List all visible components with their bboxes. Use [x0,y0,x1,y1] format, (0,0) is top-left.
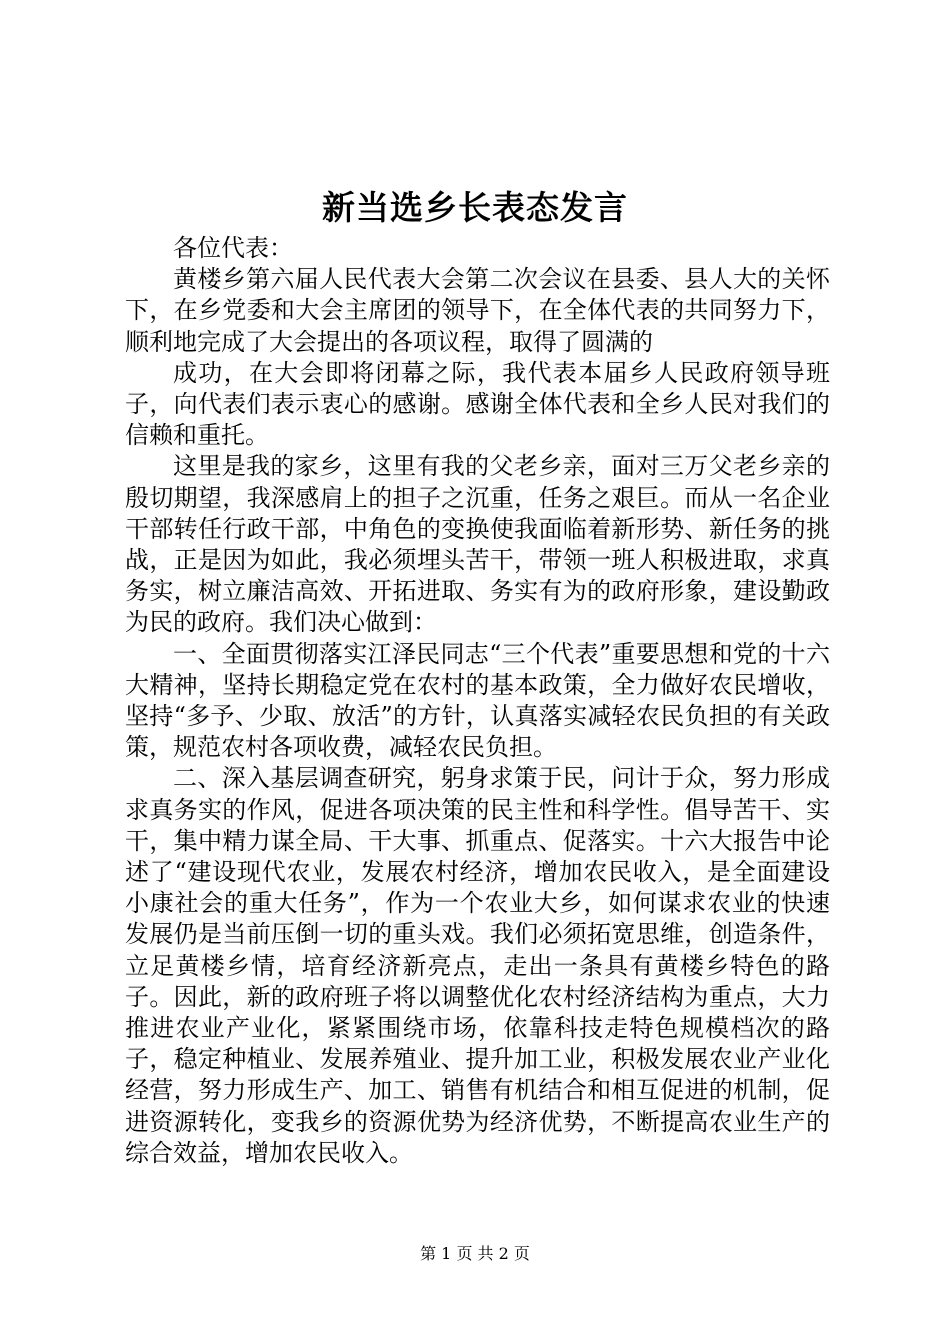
body-paragraph: 二、深入基层调查研究，躬身求策于民，问计于众，努力形成求真务实的作风，促进各项决策的民主性和科学性。倡导苦干、实干，集中精力谋全局、干大事、抓重点、促落实。十六大报告中论述了“建设现代农业，发展农村经济，增加农民收入，是全面建设小康社会的重大任务”，作为一个农业大乡，如何谋求农业的快速发展仍是当前压倒一切的重头戏。我们必须拓宽思维，创造条件，立足黄楼乡情，培育经济新亮点，走出一条具有黄楼乡特色的路子。因此，新的政府班子将以调整优化农村经济结构为重点，大力推进农业产业化，紧紧围绕市场，依靠科技走特色规模档次的路子，稳定种植业、发展养殖业、提升加工业，积极发展农业产业化经营，努力形成生产、加工、销售有机结合和相互促进的机制，促进资源转化，变我乡的资源优势为经济优势，不断提高农业生产的综合效益，增加农民收入。 [125,764,830,1167]
body-paragraph: 黄楼乡第六届人民代表大会第二次会议在县委、县人大的关怀下，在乡党委和大会主席团的领导下，在全体代表的共同努力下，顺利地完成了大会提出的各项议程，取得了圆满的 [125,265,830,356]
body-paragraph: 成功，在大会即将闭幕之际，我代表本届乡人民政府领导班子，向代表们表示衷心的感谢。感谢全体代表和全乡人民对我们的信赖和重托。 [125,358,830,450]
document-title: 新当选乡长表态发言 [322,188,628,227]
body-paragraph: 一、全面贯彻落实江泽民同志“三个代表”重要思想和党的十六大精神，坚持长期稳定党在农村的基本政策，全力做好农民增收，坚持“多予、少取、放活”的方针，认真落实减轻农民负担的有关政策，规范农村各项收费，减轻农民负担。 [125,639,830,762]
salutation-paragraph: 各位代表： [173,234,293,262]
page-number-footer: 第 1 页 共 2 页 [420,1244,530,1263]
document-body [125,233,830,1169]
body-paragraph: 这里是我的家乡，这里有我的父老乡亲，面对三万父老乡亲的殷切期望，我深感肩上的担子之沉重，任务之艰巨。而从一名企业干部转任行政干部，中角色的变换使我面临着新形势、新任务的挑战，正是因为如此，我必须埋头苦干，带领一班人积极进取，求真务实，树立廉洁高效、开拓进取、务实有为的政府形象，建设勤政为民的政府。我们决心做到： [125,452,830,637]
